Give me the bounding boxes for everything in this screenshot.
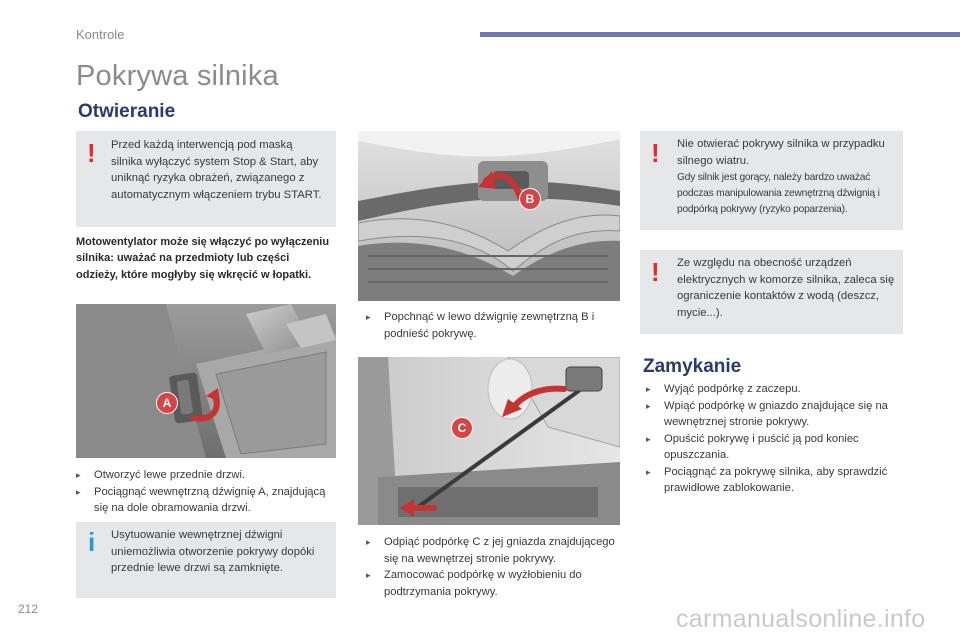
bullet-icon: ▸: [366, 537, 371, 547]
electrical-warning-box: [640, 250, 903, 334]
section-label: Kontrole: [76, 27, 125, 42]
stop-start-warning-text: Przed każdą interwencją pod maską silnika wyłączyć system Stop & Start, aby uniknąć ryzyka obrażeń, związanego z automatycznym włączeniem trybu START.: [111, 139, 322, 201]
bullet-icon: ▸: [366, 312, 371, 322]
opening-heading: Otwieranie: [78, 101, 176, 122]
page-title: Pokrywa silnika: [76, 60, 279, 92]
steps-a-list: [76, 467, 338, 517]
bullet-icon: ▸: [646, 400, 651, 411]
marker-b: B: [519, 188, 541, 210]
bullet-icon: ▸: [646, 433, 651, 444]
info-box-text: Usytuowanie wewnętrznej dźwigni uniemożliwia otworzenie pokrywy dopóki przednie lewe drzwi są zamknięte.: [111, 529, 315, 574]
steps-b-list: [366, 309, 616, 342]
step-item: ▸ Otworzyć lewe przednie drzwi.: [76, 467, 338, 484]
warning-icon: !: [651, 257, 660, 287]
pull-arrow-icon: [188, 388, 228, 428]
step-item: ▸ Popchnąć w lewo dźwignię zewnętrzną B i podnieść pokrywę.: [366, 311, 595, 340]
marker-c: C: [451, 417, 473, 439]
step-item: ▸ Pociągnąć wewnętrzną dźwignię A, znajdującą się na dole obramowania drzwi.: [76, 485, 326, 514]
step-item: ▸ Pociągnąć za pokrywę silnika, aby sprawdzić prawidłowe zablokowanie.: [646, 465, 888, 494]
hood-prop-photo: [358, 357, 620, 525]
page-number: 212: [18, 602, 39, 616]
step-item: ▸ Opuścić pokrywę i puścić ją pod koniec opuszczania.: [646, 432, 859, 461]
slot-arrow-icon: [398, 497, 438, 519]
warning-icon: !: [87, 138, 96, 168]
step-item: ▸ Zamocować podpórkę w wyżłobieniu do podtrzymania pokrywy.: [366, 569, 582, 598]
info-box: [76, 522, 336, 598]
electrical-warning-text: Ze względu na obecność urządzeń elektrycznych w komorze silnika, zaleca się ograniczenie kontaktów z wodą (deszcz, mycie...).: [677, 257, 895, 319]
header-accent-bar: [480, 32, 960, 37]
watermark: carmanualsonline.info: [676, 605, 926, 633]
bullet-icon: ▸: [646, 384, 651, 394]
exterior-lever-photo: [358, 131, 620, 301]
closing-heading: Zamykanie: [643, 356, 742, 377]
wind-warning-box: [640, 131, 903, 230]
info-icon: i: [88, 527, 96, 557]
stop-start-warning-box: [76, 131, 336, 227]
step-item: ▸ Wyjąć podpórkę z zaczepu.: [646, 381, 902, 398]
bullet-icon: ▸: [76, 486, 81, 497]
release-arrow-icon: [500, 383, 570, 419]
steps-c-list: [366, 534, 616, 600]
interior-lever-photo: [76, 304, 336, 458]
fan-warning-text: Motowentylator może się włączyć po wyłączeniu silnika: uważać na przedmioty lub części odzieży, które mogłyby się wkręcić w łopatki.: [76, 236, 330, 281]
marker-a: A: [156, 392, 178, 414]
step-item: ▸ Odpiąć podpórkę C z jej gniazda znajdującego się na wewnętrzej stronie pokrywy.: [366, 536, 615, 565]
bullet-icon: ▸: [646, 466, 651, 477]
closing-steps-list: [646, 381, 902, 497]
bullet-icon: ▸: [76, 470, 81, 480]
step-item: ▸ Wpiąć podpórkę w gniazdo znajdujące się na wewnętrznej stronie pokrywy.: [646, 399, 888, 428]
wind-warning-text: Nie otwierać pokrywy silnika w przypadku silnego wiatru.: [677, 138, 885, 167]
bullet-icon: ▸: [366, 570, 371, 580]
warning-icon: !: [651, 138, 660, 168]
hot-engine-warning-text: Gdy silnik jest gorący, należy bardzo uważać podczas manipulowania zewnętrzną dźwignią i podpórką pokrywy (ryzyko poparzenia).: [677, 172, 880, 215]
